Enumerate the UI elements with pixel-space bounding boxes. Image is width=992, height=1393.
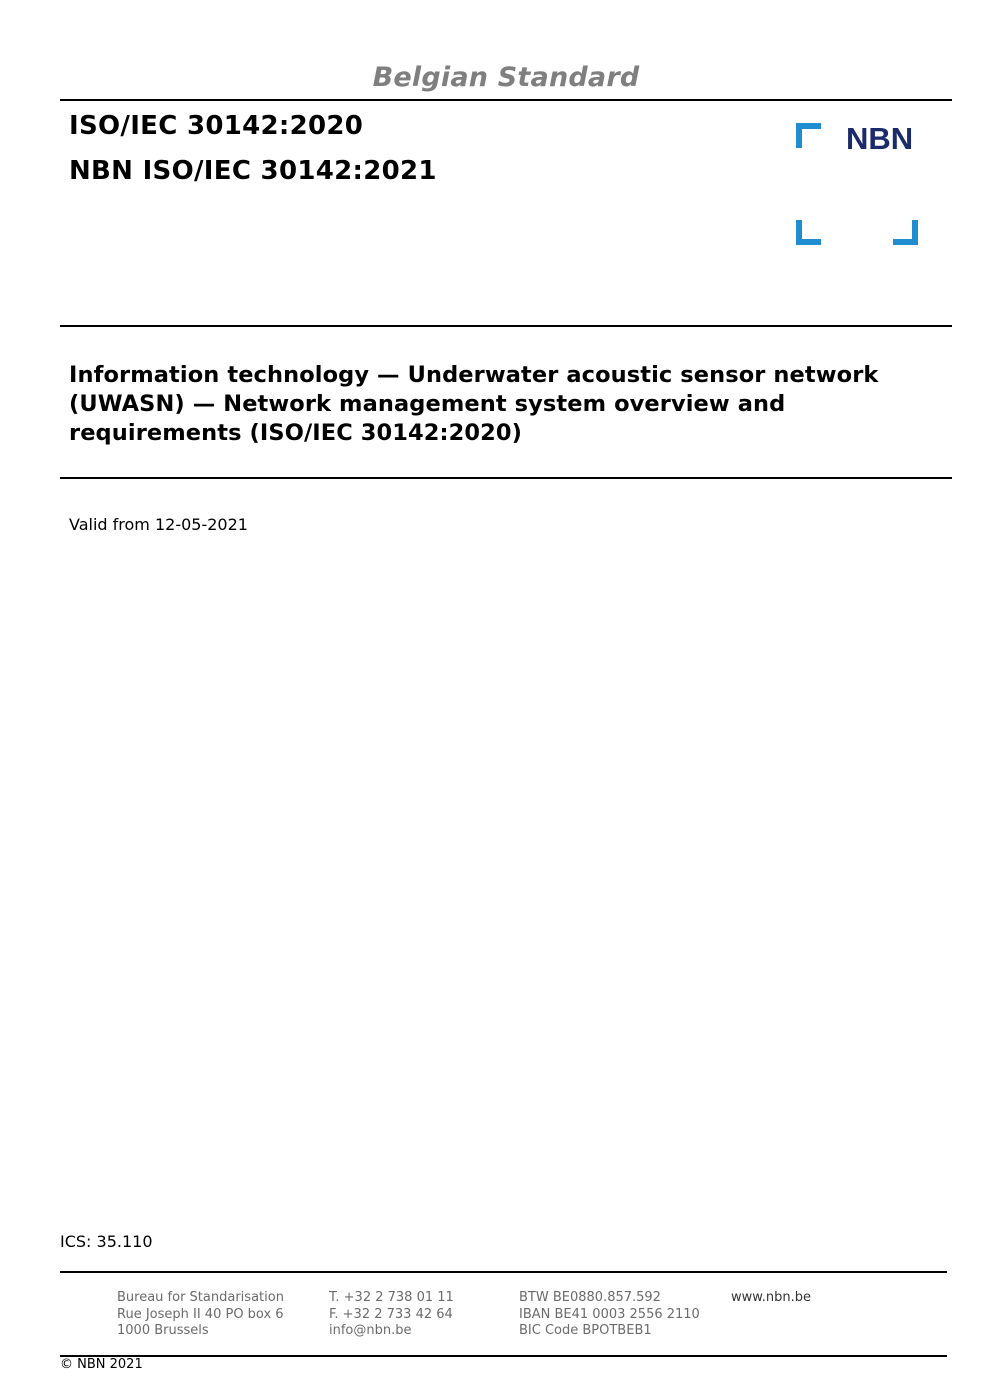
valid-from: Valid from 12-05-2021	[69, 515, 248, 534]
footer-address	[117, 1290, 284, 1340]
footer-vat: BTW BE0880.857.592	[519, 1290, 661, 1305]
footer-fax: F. +32 2 733 42 64	[329, 1306, 453, 1322]
nbn-standard-number: NBN ISO/IEC 30142:2021	[69, 156, 437, 186]
footer-bic: BIC Code BPOTBEB1	[519, 1323, 652, 1338]
title-divider-top	[60, 325, 952, 327]
title-line: requirements (ISO/IEC 30142:2020)	[69, 420, 523, 446]
footer-address-line: Rue Joseph II 40 PO box 6	[117, 1306, 284, 1322]
footer-contact	[329, 1290, 454, 1340]
iso-standard-number: ISO/IEC 30142:2020	[69, 111, 364, 141]
footer-iban: IBAN BE41 0003 2556 2110	[519, 1306, 700, 1322]
top-divider	[60, 99, 952, 101]
ics-code: ICS: 35.110	[60, 1232, 153, 1251]
footer-email: info@nbn.be	[329, 1323, 412, 1338]
title-line: (UWASN) — Network management system overview and	[69, 391, 786, 417]
footer-divider-bottom	[60, 1355, 947, 1357]
footer-website	[731, 1290, 811, 1307]
footer-phone: T. +32 2 738 01 11	[329, 1290, 454, 1305]
header-title: Belgian Standard	[372, 62, 640, 93]
title-line: Information technology — Underwater acoustic sensor network	[69, 362, 879, 388]
title-divider-bottom	[60, 477, 952, 479]
logo-corner-bottom-right	[893, 220, 915, 242]
nbn-logo	[795, 122, 925, 248]
footer-bank	[519, 1290, 700, 1340]
footer-address-line: 1000 Brussels	[117, 1323, 209, 1338]
footer-divider-top	[60, 1271, 947, 1273]
document-title	[69, 361, 939, 448]
footer-address-line: Bureau for Standarisation	[117, 1290, 284, 1305]
logo-corner-top-left	[799, 126, 821, 148]
logo-text: NBN	[846, 122, 914, 156]
website-link: www.nbn.be	[731, 1290, 811, 1305]
logo-corner-bottom-left	[799, 220, 821, 242]
copyright: © NBN 2021	[60, 1357, 143, 1372]
